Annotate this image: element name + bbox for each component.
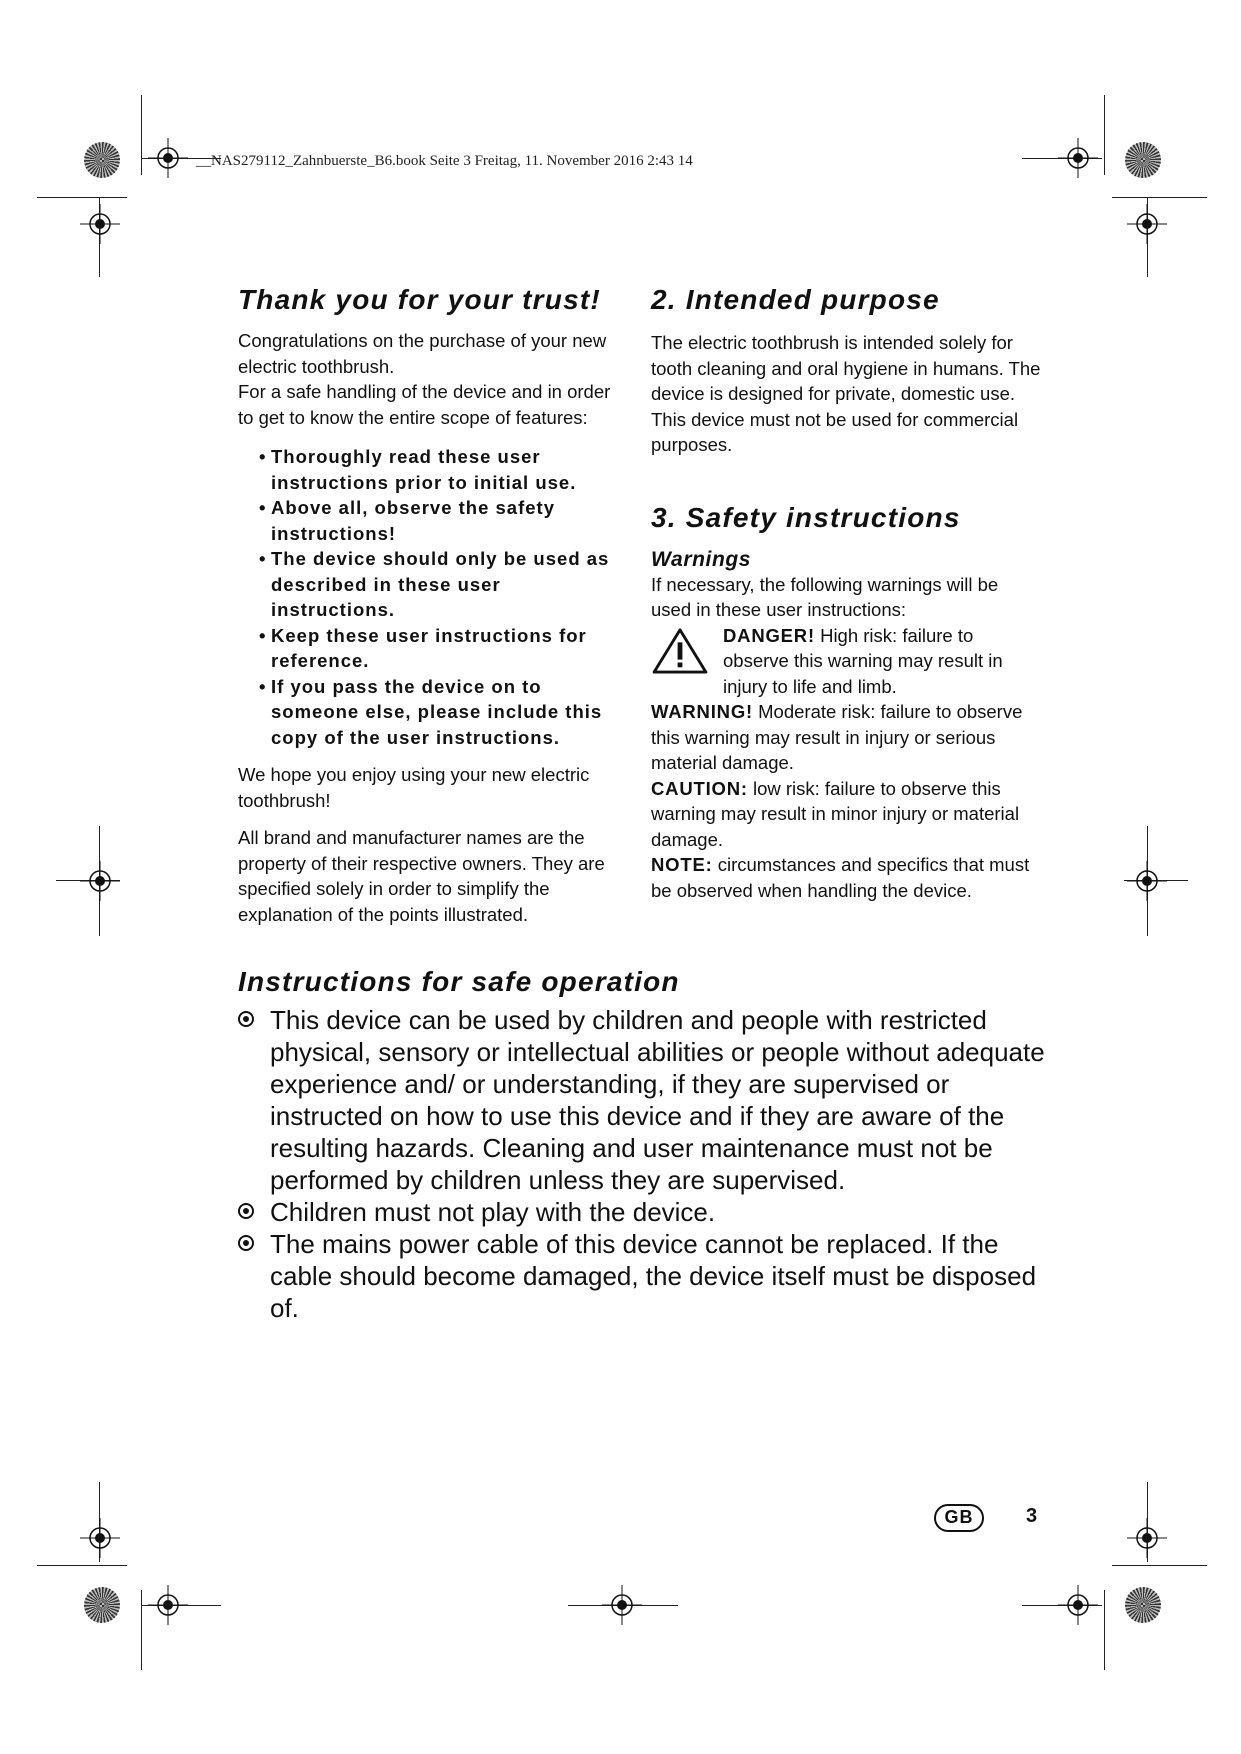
bullet-icon: • xyxy=(259,548,267,569)
note-definition xyxy=(651,852,1043,903)
print-info-header: __NAS279112_Zahnbuerste_B6.book Seite 3 Freitag, 11. November 2016 2:43 14 xyxy=(196,153,693,169)
registration-crosshair-icon xyxy=(148,138,188,178)
safe-operation-section xyxy=(238,966,1053,1324)
registration-crosshair-icon xyxy=(148,1585,188,1625)
circle-bullet-icon xyxy=(238,1011,254,1027)
country-code-badge: GB xyxy=(934,1504,984,1532)
list-item: • If you pass the device on to someone else, please include this copy of the user instructions. xyxy=(259,675,603,748)
registration-crosshair-icon xyxy=(1058,138,1098,178)
crop-line xyxy=(141,95,142,175)
brand-names-paragraph: All brand and manufacturer names are the property of their respective owners. They are specified solely in order to simplify the explanation of the points illustrated. xyxy=(238,827,605,925)
crop-line xyxy=(37,197,127,198)
left-column xyxy=(238,284,628,927)
crop-line xyxy=(1112,197,1207,198)
right-column xyxy=(651,284,1043,903)
warnings-intro: If necessary, the following warnings will be used in these user instructions: xyxy=(651,573,999,620)
list-item: The mains power cable of this device cannot be replaced. If the cable should become damaged, the device itself must be disposed of. xyxy=(238,1228,1053,1324)
registration-crosshair-icon xyxy=(602,1585,642,1625)
congratulations-paragraph: Congratulations on the purchase of your new electric toothbrush. xyxy=(238,330,607,377)
instructions-bullet-list xyxy=(238,444,628,750)
list-item: This device can be used by children and people with restricted physical, sensory or intellectual abilities or people without adequate experience and/ or understanding, if they are supervised or instructed on how to use this device and if they are aware of the resulting hazards. Cleaning and user maintenance must not be performed by children unless they are supervised. xyxy=(238,1004,1053,1196)
thank-you-title: Thank you for your trust! xyxy=(238,284,601,315)
list-item: • The device should only be used as described in these user instructions. xyxy=(259,548,610,620)
circle-bullet-icon xyxy=(238,1203,254,1219)
intended-purpose-text: The electric toothbrush is intended solely for tooth cleaning and oral hygiene in humans. The device is designed for private, domestic use. This device must not be used for commercial purposes. xyxy=(651,332,1041,455)
page-number: 3 xyxy=(1026,1505,1038,1527)
crop-line xyxy=(141,1590,142,1670)
crop-line xyxy=(1112,1565,1207,1566)
safe-handling-paragraph: For a safe handling of the device and in order to get to know the entire scope of features: xyxy=(238,381,611,428)
registration-rosette-icon xyxy=(1125,1587,1161,1623)
caution-text: low risk: failure to observe this warning may result in minor injury or material damage. xyxy=(651,777,1020,850)
circle-bullet-icon xyxy=(238,1235,254,1251)
registration-crosshair-icon xyxy=(1127,204,1167,244)
safe-operation-list xyxy=(238,1004,1053,1324)
registration-crosshair-icon xyxy=(80,1518,120,1558)
bullet-icon: • xyxy=(259,497,267,518)
bullet-icon: • xyxy=(259,446,267,467)
list-item: • Keep these user instructions for reference. xyxy=(259,624,587,671)
crop-line xyxy=(1104,95,1105,175)
warnings-heading: Warnings xyxy=(651,547,752,571)
danger-label: DANGER! xyxy=(723,624,815,646)
registration-crosshair-icon xyxy=(1127,1518,1167,1558)
registration-crosshair-icon xyxy=(80,204,120,244)
warning-text: Moderate risk: failure to observe this warning may result in injury or serious material damage. xyxy=(651,701,1023,773)
registration-rosette-icon xyxy=(84,142,120,178)
registration-crosshair-icon xyxy=(1127,861,1167,901)
note-text: circumstances and specifics that must be observed when handling the device. xyxy=(651,854,1030,901)
warning-triangle-icon xyxy=(651,627,709,675)
list-item: • Above all, observe the safety instructions! xyxy=(259,497,555,544)
registration-rosette-icon xyxy=(84,1587,120,1623)
caution-definition xyxy=(651,776,1043,853)
danger-text: High risk: failure to observe this warning may result in injury to life and limb. xyxy=(723,624,1003,697)
caution-label: CAUTION: xyxy=(651,777,748,799)
enjoy-paragraph: We hope you enjoy using your new electric toothbrush! xyxy=(238,764,590,811)
warning-label: WARNING! xyxy=(651,701,753,722)
danger-warning xyxy=(651,623,1043,700)
warning-definition xyxy=(651,699,1043,776)
bullet-icon: • xyxy=(259,675,267,697)
registration-rosette-icon xyxy=(1125,142,1161,178)
note-label: NOTE: xyxy=(651,854,713,875)
bullet-icon: • xyxy=(259,624,267,646)
registration-crosshair-icon xyxy=(80,861,120,901)
list-item: Children must not play with the device. xyxy=(238,1196,1053,1228)
intended-purpose-title: 2. Intended purpose xyxy=(651,284,940,315)
registration-crosshair-icon xyxy=(1058,1585,1098,1625)
safe-operation-title: Instructions for safe operation xyxy=(238,966,680,997)
crop-line xyxy=(1104,1590,1105,1670)
safety-instructions-title: 3. Safety instructions xyxy=(651,501,961,533)
crop-line xyxy=(37,1565,127,1566)
list-item: • Thoroughly read these user instructions prior to initial use. xyxy=(259,446,577,493)
